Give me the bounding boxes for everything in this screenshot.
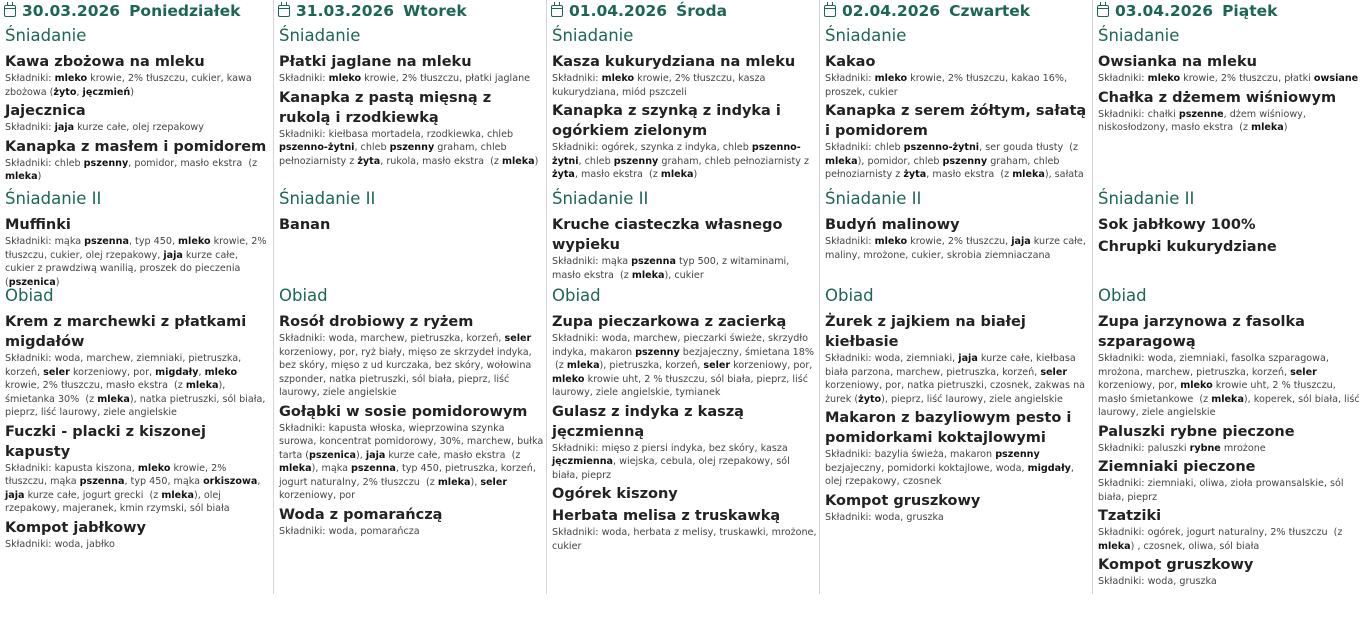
meal-ingredients: Składniki: chleb pszenny, pomidor, masło ekstra (z mleka) bbox=[5, 157, 258, 182]
meal-item bbox=[552, 506, 817, 553]
day-weekday: Piątek bbox=[1222, 2, 1278, 20]
meal-item bbox=[5, 52, 270, 99]
meal-ingredients: Składniki: mleko krowie, 2% tłuszczu, jaja kurze całe, maliny, mrożone, cukier, skrobia ziemniaczana bbox=[825, 236, 1086, 261]
section-second-breakfast bbox=[1098, 189, 1363, 259]
section-title: Śniadanie II bbox=[552, 189, 649, 208]
meal-item bbox=[5, 101, 270, 135]
section-breakfast bbox=[279, 26, 544, 170]
day-header bbox=[1097, 2, 1364, 22]
meal-name: Kompot gruszkowy bbox=[825, 492, 981, 509]
day-header bbox=[824, 2, 1091, 22]
section-title: Śniadanie II bbox=[5, 189, 102, 208]
meal-name: Gulasz z indyka z kaszą jęczmienną bbox=[552, 403, 744, 440]
meal-ingredients: Składniki: mleko krowie, 2% tłuszczu, płatki owsiane bbox=[1098, 73, 1359, 84]
meal-item bbox=[1098, 506, 1363, 553]
calendar-icon bbox=[4, 5, 16, 17]
day-column bbox=[819, 0, 1093, 594]
meal-ingredients: Składniki: woda, gruszka bbox=[1098, 576, 1217, 587]
section-title: Obiad bbox=[5, 286, 54, 305]
meal-ingredients: Składniki: ogórek, szynka z indyka, chleb pszenno-żytni, chleb pszenny graham, chleb pełnoziarnisty z żyta, masło ekstra (z mleka) bbox=[552, 142, 810, 180]
section-title: Śniadanie bbox=[552, 26, 634, 45]
meal-ingredients: Składniki: chleb pszenno-żytni, ser gouda tłusty (z mleka), pomidor, chleb pszenny graham, chleb pełnoziarnisty z żyta, masło ekstra (z mleka), sałata bbox=[825, 142, 1084, 180]
meal-item bbox=[1098, 215, 1363, 235]
meal-ingredients: Składniki: woda, marchew, pietruszka, korzeń, seler korzeniowy, por, ryż biały, mięso ze skrzydeł indyka, bez skóry, mięso z ud kurczaka, bez skóry, wołowina szponder, natka pietruszki, sól biała, pieprz, liść laurowy, ziele angielskie bbox=[279, 333, 532, 398]
section-lunch bbox=[5, 286, 270, 553]
meal-name: Kakao bbox=[825, 54, 876, 70]
section-title: Śniadanie II bbox=[1098, 189, 1195, 208]
meal-item bbox=[552, 215, 817, 282]
day-header bbox=[278, 2, 545, 22]
meal-name: Herbata melisa z truskawką bbox=[552, 508, 781, 524]
section-lunch bbox=[1098, 286, 1363, 591]
meal-item bbox=[279, 88, 544, 169]
meal-ingredients: Składniki: woda, jabłko bbox=[5, 538, 115, 550]
meal-item bbox=[5, 312, 270, 420]
meal-item bbox=[279, 52, 544, 86]
section-title: Obiad bbox=[279, 286, 328, 305]
section-title: Śniadanie II bbox=[825, 189, 922, 208]
meal-item bbox=[552, 484, 817, 504]
day-weekday: Poniedziałek bbox=[129, 2, 241, 20]
meal-item bbox=[279, 402, 544, 503]
day-column bbox=[0, 0, 273, 594]
calendar-icon bbox=[278, 5, 290, 17]
meal-ingredients: Składniki: woda, herbata z melisy, truskawki, mrożone, cukier bbox=[552, 527, 817, 552]
meal-ingredients: Składniki: ogórek, jogurt naturalny, 2% tłuszczu (z mleka) , czosnek, oliwa, sól biała bbox=[1098, 527, 1343, 552]
meal-name: Banan bbox=[279, 217, 331, 233]
meal-name: Płatki jaglane na mleku bbox=[279, 54, 472, 70]
day-column bbox=[546, 0, 820, 594]
meal-ingredients: Składniki: woda, pomarańcza bbox=[279, 525, 420, 537]
meal-name: Jajecznica bbox=[5, 103, 86, 119]
day-weekday: Środa bbox=[676, 2, 728, 20]
meal-item bbox=[1098, 555, 1363, 589]
meal-name: Tzatziki bbox=[1098, 508, 1162, 524]
meal-name: Kompot gruszkowy bbox=[1098, 557, 1254, 573]
day-header bbox=[4, 2, 271, 22]
calendar-icon bbox=[824, 5, 836, 17]
section-title: Śniadanie II bbox=[279, 189, 376, 208]
day-column bbox=[273, 0, 547, 594]
meal-item bbox=[1098, 237, 1363, 257]
meal-name: Kanapka z serem żółtym, sałatą i pomidorem bbox=[825, 103, 1087, 139]
day-header bbox=[551, 2, 818, 22]
meal-item bbox=[1098, 457, 1363, 504]
meal-name: Chrupki kukurydziane bbox=[1098, 239, 1277, 255]
day-weekday: Czwartek bbox=[949, 2, 1031, 20]
meal-item bbox=[825, 215, 1090, 262]
section-title: Śniadanie bbox=[1098, 26, 1180, 45]
calendar-icon bbox=[1097, 5, 1109, 17]
day-date: 03.04.2026 bbox=[1115, 2, 1214, 20]
section-title: Śniadanie bbox=[279, 26, 361, 45]
day-weekday: Wtorek bbox=[403, 2, 467, 20]
meal-ingredients: Składniki: mąka pszenna typ 500, z witaminami, masło ekstra (z mleka), cukier bbox=[552, 256, 790, 281]
meal-name: Kasza kukurydziana na mleku bbox=[552, 54, 796, 70]
meal-item bbox=[1098, 312, 1363, 420]
meal-ingredients: Składniki: woda, marchew, ziemniaki, pietruszka, korzeń, seler korzeniowy, por, migdały, mleko krowie, 2% tłuszczu, masło ekstra (z mleka), śmietanka 30% (z mleka), natka pietruszki, sól biała, pieprz, liść laurowy, ziele angielskie bbox=[5, 353, 266, 418]
section-breakfast bbox=[825, 26, 1090, 184]
meal-ingredients: Składniki: ziemniaki, oliwa, zioła prowansalskie, sól biała, pieprz bbox=[1098, 478, 1344, 503]
meal-ingredients: Składniki: mleko krowie, 2% tłuszczu, kakao 16%, proszek, cukier bbox=[825, 73, 1068, 98]
meal-name: Krem z marchewki z płatkami migdałów bbox=[5, 314, 247, 350]
section-title: Śniadanie bbox=[825, 26, 907, 45]
section-second-breakfast bbox=[825, 189, 1090, 264]
meal-item bbox=[825, 491, 1090, 525]
meal-ingredients: Składniki: mięso z piersi indyka, bez skóry, kasza jęczmienna, wiejska, cebula, olej rzepakowy, sól biała, pieprz bbox=[552, 442, 790, 481]
meal-name: Kanapka z pastą mięsną z rukolą i rzodkiewką bbox=[279, 89, 492, 126]
meal-name: Woda z pomarańczą bbox=[279, 506, 443, 523]
section-lunch bbox=[279, 286, 544, 540]
meal-name: Sok jabłkowy 100% bbox=[1098, 217, 1256, 233]
meal-item bbox=[279, 215, 544, 235]
meal-ingredients: Składniki: mleko krowie, 2% tłuszczu, płatki jaglane bbox=[279, 73, 531, 84]
section-title: Śniadanie bbox=[5, 26, 87, 45]
meal-name: Żurek z jajkiem na białej kiełbasie bbox=[825, 314, 1026, 350]
meal-ingredients: Składniki: kiełbasa mortadela, rzodkiewka, chleb pszenno-żytni, chleb pszenny graham, chleb pełnoziarnisty z żyta, rukola, masło ekstra (z mleka) bbox=[279, 128, 539, 167]
meal-item bbox=[552, 402, 817, 483]
section-second-breakfast bbox=[279, 189, 544, 237]
day-date: 31.03.2026 bbox=[296, 2, 395, 20]
section-lunch bbox=[552, 286, 817, 555]
meal-ingredients: Składniki: bazylia świeża, makaron pszenny bezjajeczny, pomidorki koktajlowe, woda, migdały, olej rzepakowy, czosnek bbox=[825, 449, 1074, 487]
section-title: Obiad bbox=[1098, 286, 1147, 305]
meal-item bbox=[5, 518, 270, 552]
day-date: 02.04.2026 bbox=[842, 2, 941, 20]
meal-name: Kruche ciasteczka własnego wypieku bbox=[552, 217, 783, 253]
meal-name: Rosół drobiowy z ryżem bbox=[279, 314, 474, 330]
meal-name: Zupa pieczarkowa z zacierką bbox=[552, 314, 787, 330]
calendar-icon bbox=[551, 5, 563, 17]
section-second-breakfast bbox=[552, 189, 817, 284]
meal-ingredients: Składniki: chałki pszenne, dżem wiśniowy, niskosłodzony, masło ekstra (z mleka) bbox=[1098, 108, 1306, 133]
meal-item bbox=[279, 312, 544, 400]
section-title: Obiad bbox=[825, 286, 874, 305]
meal-ingredients: Składniki: kapusta kiszona, mleko krowie, 2% tłuszczu, mąka pszenna, typ 450, mąka orkiszowa, jaja kurze całe, jogurt grecki (z mleka), olej rzepakowy, majeranek, kmin rzymski, sól biała bbox=[5, 462, 261, 514]
meal-name: Makaron z bazyliowym pesto i pomidorkami koktajlowymi bbox=[825, 410, 1072, 446]
meal-name: Kompot jabłkowy bbox=[5, 519, 146, 536]
meal-name: Chałka z dżemem wiśniowym bbox=[1098, 89, 1337, 106]
meal-name: Fuczki - placki z kiszonej kapusty bbox=[5, 423, 206, 460]
section-lunch bbox=[825, 286, 1090, 526]
meal-item bbox=[5, 422, 270, 516]
meal-ingredients: Składniki: jaja kurze całe, olej rzepakowy bbox=[5, 122, 204, 133]
meal-item bbox=[552, 312, 817, 400]
meal-name: Ziemniaki pieczone bbox=[1098, 459, 1256, 475]
section-title: Obiad bbox=[552, 286, 601, 305]
meal-item bbox=[825, 312, 1090, 406]
meal-item bbox=[279, 505, 544, 539]
day-date: 01.04.2026 bbox=[569, 2, 668, 20]
meal-name: Budyń malinowy bbox=[825, 217, 960, 233]
meal-name: Ogórek kiszony bbox=[552, 486, 678, 502]
meal-item bbox=[825, 52, 1090, 99]
meal-name: Zupa jarzynowa z fasolka szparagową bbox=[1098, 314, 1305, 350]
meal-name: Gołąbki w sosie pomidorowym bbox=[279, 403, 528, 420]
meal-name: Kawa zbożowa na mleku bbox=[5, 54, 205, 70]
meal-ingredients: Składniki: kapusta włoska, wieprzowina szynka surowa, koncentrat pomidorowy, 30%, marchew, bułka tarta (pszenica), jaja kurze całe, masło ekstra (z mleka), mąka pszenna, typ 450, pietruszka, korzeń, jogurt naturalny, 2% tłuszczu (z mleka), seler korzeniowy, por bbox=[279, 422, 544, 501]
meal-name: Muffinki bbox=[5, 217, 71, 233]
meal-item bbox=[5, 215, 270, 289]
meal-item bbox=[825, 101, 1090, 182]
meal-item bbox=[5, 137, 270, 184]
meal-ingredients: Składniki: mleko krowie, 2% tłuszczu, cukier, kawa zbożowa (żyto, jęczmień) bbox=[5, 73, 252, 98]
meal-ingredients: Składniki: woda, ziemniaki, fasolka szparagowa, mrożona, marchew, pietruszka, korzeń, seler korzeniowy, por, mleko krowie uht, 2 % tłuszczu, masło śmietankowe (z mleka), koperek, sól biała, liść laurowy, ziele angielskie bbox=[1098, 353, 1360, 418]
meal-name: Kanapka z szynką z indyka i ogórkiem zielonym bbox=[552, 103, 781, 139]
day-date: 30.03.2026 bbox=[22, 2, 121, 20]
meal-ingredients: Składniki: mąka pszenna, typ 450, mleko krowie, 2% tłuszczu, cukier, olej rzepakowy, jaja kurze całe, cukier z prawdziwą wanilią, proszek do pieczenia (pszenica) bbox=[5, 236, 267, 288]
meal-item bbox=[1098, 52, 1363, 86]
meal-name: Paluszki rybne pieczone bbox=[1098, 423, 1295, 440]
meal-name: Kanapka z masłem i pomidorem bbox=[5, 138, 267, 155]
meal-item bbox=[1098, 88, 1363, 135]
meal-name: Owsianka na mleku bbox=[1098, 54, 1257, 70]
meal-item bbox=[552, 52, 817, 99]
section-second-breakfast bbox=[5, 189, 270, 291]
meal-ingredients: Składniki: paluszki rybne mrożone bbox=[1098, 442, 1266, 454]
day-column bbox=[1092, 0, 1365, 594]
meal-ingredients: Składniki: woda, gruszka bbox=[825, 511, 944, 523]
section-breakfast bbox=[1098, 26, 1363, 137]
section-breakfast bbox=[5, 26, 270, 186]
meal-ingredients: Składniki: woda, marchew, pieczarki świeże, skrzydło indyka, makaron pszenny bezjajeczny, śmietana 18% (z mleka), pietruszka, korzeń, seler korzeniowy, por, mleko krowie uht, 2 % tłuszczu, sól biała, pieprz, liść laurowy, ziele angielskie, tymianek bbox=[552, 333, 814, 398]
meal-item bbox=[1098, 422, 1363, 456]
meal-ingredients: Składniki: woda, ziemniaki, jaja kurze całe, kiełbasa biała parzona, marchew, pietruszka, korzeń, seler korzeniowy, por, natka pietruszki, czosnek, zakwas na żurek (żyto), pieprz, liść laurowy, ziele angielskie bbox=[825, 353, 1086, 405]
meal-item bbox=[825, 408, 1090, 489]
section-breakfast bbox=[552, 26, 817, 184]
meal-item bbox=[552, 101, 817, 182]
meal-ingredients: Składniki: mleko krowie, 2% tłuszczu, kasza kukurydziana, miód pszczeli bbox=[552, 73, 766, 98]
